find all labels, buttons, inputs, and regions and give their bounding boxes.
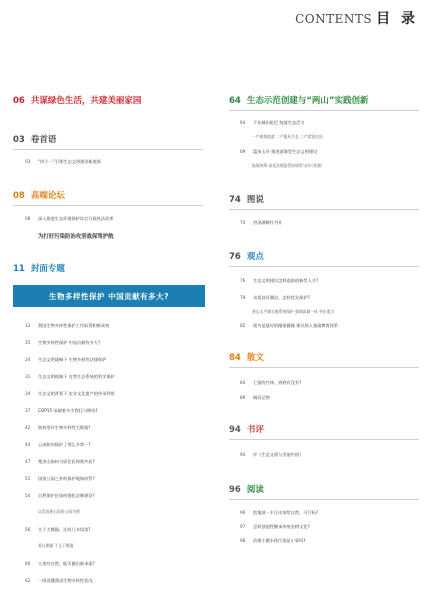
entry-title: 我国生物多样性保护工作取得积极成效 xyxy=(38,323,110,328)
section-number: 94 xyxy=(229,425,241,435)
toc-entry[interactable] xyxy=(25,216,113,222)
entry-title: 蓝绿玉环 推进滨海型生态文明建设 xyxy=(253,149,318,154)
contents-title-zh: 目 录 xyxy=(376,11,418,27)
page-number: 60 xyxy=(25,561,31,566)
page-number: 98 xyxy=(240,538,246,543)
contents-title-en: CONTENTS xyxy=(295,12,373,26)
toc-entry[interactable] xyxy=(240,380,301,386)
entry-title: 生态文明战略下 生物多样性法律保护 xyxy=(38,357,107,362)
toc-entry-subtitle: 爱自熊猫 不止于熊猫 xyxy=(38,543,74,548)
page-number: 44 xyxy=(25,442,31,447)
divider xyxy=(229,367,419,368)
entry-title: 评《生态文明与美丽中国》 xyxy=(253,452,304,457)
page-number: 42 xyxy=(25,425,31,430)
page-number: 64 xyxy=(240,120,246,125)
page-number: 82 xyxy=(240,323,246,328)
entry-title: 如何用好生物多样性大数据? xyxy=(38,425,91,430)
page-number: 89 xyxy=(240,395,246,400)
divider xyxy=(13,205,203,206)
entry-title: 人类对自然，能否做出新承诺? xyxy=(38,561,95,566)
toc-entry[interactable] xyxy=(25,408,98,414)
entry-title: 生态文明背景下 农业文化遗产的传承利用 xyxy=(38,391,115,396)
section-number: 96 xyxy=(229,485,241,495)
divider xyxy=(13,149,203,150)
toc-entry[interactable] xyxy=(240,278,318,284)
toc-entry[interactable] xyxy=(25,159,101,165)
entry-title: 为打好污染防治攻坚战保驾护航 xyxy=(38,234,114,240)
contents-header xyxy=(295,8,418,28)
section-title: 观点 xyxy=(246,252,264,262)
toc-entry[interactable] xyxy=(240,220,282,226)
entry-title: 水质良好湖泊，怎样优先保护? xyxy=(253,295,310,300)
toc-entry[interactable] xyxy=(25,374,115,380)
page-number: 24 xyxy=(25,357,31,362)
section-title: 封面专题 xyxy=(30,264,65,274)
cover-topic-banner[interactable]: 生物多样性保护 中国贡献有多大? xyxy=(13,285,205,307)
divider xyxy=(229,110,419,111)
section-title: 图说 xyxy=(246,195,264,205)
page-number: 51 xyxy=(25,476,31,481)
page-number: 96 xyxy=(240,510,246,515)
divider xyxy=(229,266,419,267)
entry-title: 把地球一半让出来给自然，可行吗? xyxy=(253,510,319,515)
entry-title: 怎样创造性继承传统农耕文化? xyxy=(253,524,310,529)
page-number: 15 xyxy=(25,340,31,345)
toc-entry[interactable] xyxy=(25,476,95,482)
section-74[interactable] xyxy=(229,193,264,205)
toc-entry[interactable] xyxy=(240,452,303,458)
toc-entry[interactable] xyxy=(240,295,310,301)
section-number: 76 xyxy=(229,252,241,262)
toc-entry-subtitle: 以美国黄石国家公园为例 xyxy=(38,509,80,514)
section-64[interactable] xyxy=(229,94,369,106)
section-title: 卷首语 xyxy=(30,135,57,145)
page-number: 76 xyxy=(240,278,246,283)
section-96[interactable] xyxy=(229,483,264,495)
entry-title: 治理小微水体污染是小事吗? xyxy=(253,538,306,543)
entry-title: 现鸟是最好的眼保健操 建议纳入基础教育体系 xyxy=(253,323,339,328)
entry-title: “四个一”引领生态文明建设新境界 xyxy=(38,159,101,164)
entry-title: 自然保护区如何强化法制建设? xyxy=(38,493,95,498)
page-number: 03 xyxy=(25,159,31,164)
toc-entry[interactable] xyxy=(25,561,95,567)
entry-title: 城居记物 xyxy=(253,395,270,400)
section-number: 06 xyxy=(13,96,25,106)
section-title: 散文 xyxy=(246,353,264,363)
entry-title: 生物多样性保护 中国贡献有多大? xyxy=(38,340,101,345)
toc-entry[interactable] xyxy=(240,538,305,544)
toc-entry[interactable] xyxy=(25,527,90,533)
entry-title: 生态文明建设怎样选拔创新型人才? xyxy=(253,278,319,283)
section-title: 生态示范创建与“两山”实践创新 xyxy=(246,96,369,106)
entry-title: 洪泽湖畔牡丹开 xyxy=(253,220,283,225)
page-number: 56 xyxy=(25,527,31,532)
toc-entry-subtitle: 陆海统筹 深化治理监管协调等与四大机制 xyxy=(252,163,322,168)
section-title: 阅读 xyxy=(246,485,264,495)
toc-entry[interactable] xyxy=(25,425,90,431)
section-76[interactable] xyxy=(229,250,264,262)
section-number: 11 xyxy=(13,264,25,274)
toc-entry[interactable] xyxy=(25,323,109,329)
entry-title: 国家公园之外的保护地如何管? xyxy=(38,476,95,481)
entry-title: COP15 承载着多少我狂与期待? xyxy=(38,408,98,413)
entry-title: 梵净山如何与原住民和谐共处? xyxy=(38,459,95,464)
section-number: 74 xyxy=(229,195,241,205)
entry-title: 七贤的竹林，到底有没有? xyxy=(253,380,302,385)
section-title: 书评 xyxy=(246,425,264,435)
page-number: 13 xyxy=(25,323,31,328)
page-number: 84 xyxy=(240,380,246,385)
entry-title: 一图读懂我国生物多样性状况 xyxy=(38,578,93,583)
toc-entry[interactable] xyxy=(240,149,317,155)
divider xyxy=(229,439,419,440)
toc-entry[interactable] xyxy=(25,578,92,584)
toc-entry[interactable] xyxy=(240,395,270,401)
page-number: 54 xyxy=(25,493,31,498)
page-number: 34 xyxy=(25,391,31,396)
section-08[interactable] xyxy=(13,189,65,201)
toc-entry-subtitle[interactable] xyxy=(38,234,113,240)
entry-title: 关于大熊猫，还有几多误读? xyxy=(38,527,91,532)
toc-entry[interactable] xyxy=(25,442,90,448)
section-number: 64 xyxy=(229,96,241,106)
page-number: 69 xyxy=(240,149,246,154)
page-number: 79 xyxy=(240,295,246,300)
section-number: 03 xyxy=(13,135,25,145)
entry-title: 云南如何保护了那么多第一? xyxy=(38,442,91,447)
toc-entry[interactable] xyxy=(240,510,318,516)
page-number: 08 xyxy=(25,216,31,221)
page-number: 97 xyxy=(240,524,246,529)
section-number: 08 xyxy=(13,191,25,201)
toc-entry-subtitle: 黄山太平湖实施系统保护 强调流域一体 突出重点 xyxy=(252,309,335,314)
section-94[interactable] xyxy=(229,423,264,435)
toc-entry-subtitle: 一产助推旅游 二产服从生态 三产富饶全局 xyxy=(252,134,323,139)
section-84[interactable] xyxy=(229,351,264,363)
toc-entry[interactable] xyxy=(25,493,95,499)
page-number: 31 xyxy=(25,374,31,379)
section-03[interactable] xyxy=(13,133,56,145)
toc-entry[interactable] xyxy=(25,357,106,363)
section-11[interactable] xyxy=(13,262,65,274)
section-title: 高端论坛 xyxy=(30,191,65,201)
toc-entry[interactable] xyxy=(240,323,338,329)
divider xyxy=(229,499,419,500)
page-number: 37 xyxy=(25,408,31,413)
entry-title: 深入推进生态环境保护综合行政执法改革 xyxy=(38,216,114,221)
toc-entry[interactable] xyxy=(25,391,115,397)
page-number: 62 xyxy=(25,578,31,583)
toc-entry[interactable] xyxy=(25,459,95,465)
toc-entry[interactable] xyxy=(240,524,310,530)
toc-entry[interactable] xyxy=(240,120,305,126)
page-number: 47 xyxy=(25,459,31,464)
entry-title: 千年梯田吃尼 绽放生态活力 xyxy=(253,120,305,125)
section-title: 共谋绿色生活，共建美丽家园 xyxy=(30,96,142,106)
section-06[interactable] xyxy=(13,94,141,106)
section-number: 84 xyxy=(229,353,241,363)
page-number: 94 xyxy=(240,452,246,457)
page-number: 74 xyxy=(240,220,246,225)
divider xyxy=(229,209,419,210)
toc-entry[interactable] xyxy=(25,340,100,346)
entry-title: 生态文明视域下 自然生态系统的科学保护 xyxy=(38,374,115,379)
